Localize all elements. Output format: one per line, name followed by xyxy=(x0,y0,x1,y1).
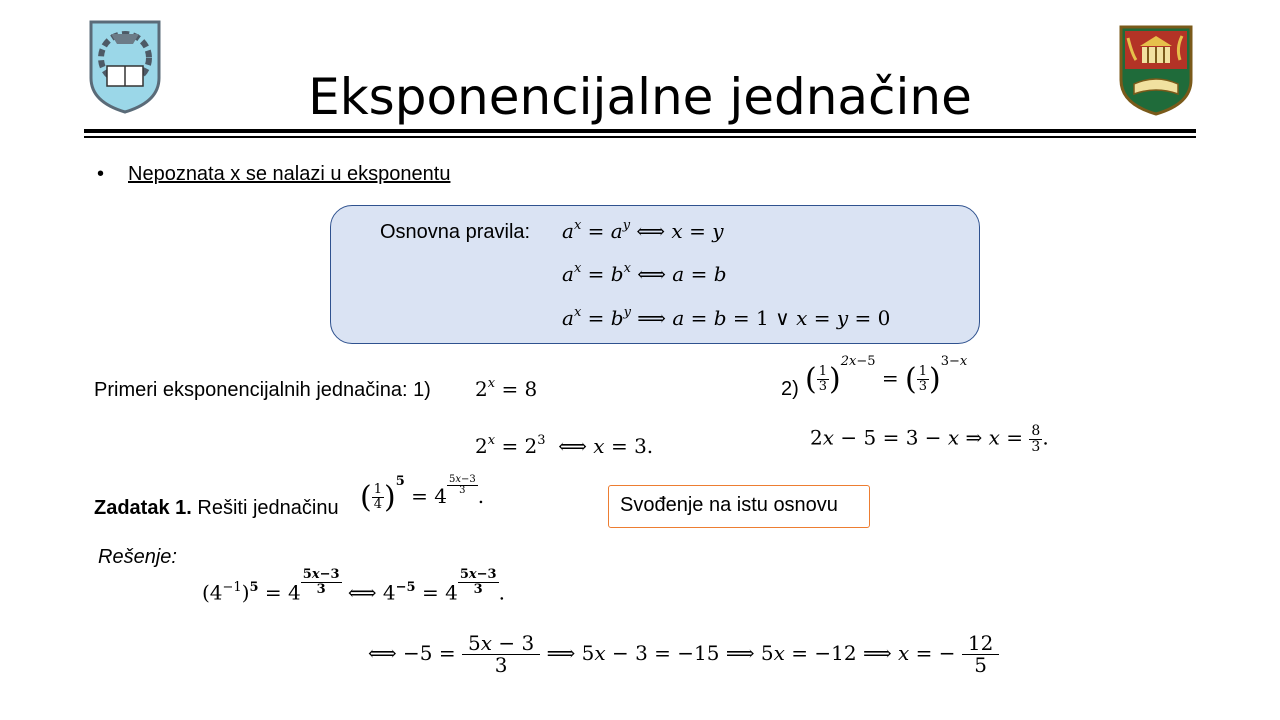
title-underline-thin xyxy=(84,136,1196,138)
solution-step-2: ⟺ −5 = $\frac{5x - 3}{3}$ ⟹ 5x − 3 = −15 ⟹ 5x = −12 ⟹ x = − $\frac{12}{5}$ xyxy=(368,633,999,676)
task-equation: ( $\frac{1}{4}$ )$^5$ = 4 $\frac{5x-3}{3}$ . xyxy=(360,473,485,515)
example-2-label: 2) xyxy=(781,378,799,400)
solution-label: Rešenje: xyxy=(98,546,177,568)
solution-step-1: $(4^{-1})^5 = 4$ $\frac{5x-3}{3}$ ⟺ $4^{-5} = 4$ $\frac{5x-3}{3}$ . xyxy=(202,567,505,605)
example-2-solution: 2x − 5 = 3 − x ⇒ x = $\frac{8}{3}$ . xyxy=(810,423,1049,455)
title-underline-thick xyxy=(84,129,1196,133)
example-1-solution: $2^x = 2^3$ ⟺ x = 3. xyxy=(475,433,654,458)
task-number: Zadatak 1. xyxy=(94,497,192,519)
slide-title: Eksponencijalne jednačine xyxy=(308,68,972,126)
rules-label: Osnovna pravila: xyxy=(380,221,531,243)
example-1-equation: 2$^x$ = 8 xyxy=(475,376,538,401)
examples-label: Primeri eksponencijalnih jednačina: 1) xyxy=(94,379,431,401)
bullet-text: Nepoznata x se nalazi u eksponentu xyxy=(128,163,451,185)
rule-equation-2: $a^x = b^x$ ⟺ a = b xyxy=(562,261,727,286)
rule-equation-3: $a^x = b^y$ ⟹ a = b = 1 ∨ x = y = 0 xyxy=(562,305,891,330)
task-text: Rešiti jednačinu xyxy=(197,497,339,519)
task-label xyxy=(94,497,339,520)
hint-box: Svođenje na istu osnovu xyxy=(608,485,870,528)
bullet-icon: • xyxy=(97,163,105,185)
example-2-equation: ( $\frac{1}{3}$ )$^{2x-5}$ = ( $\frac{1}{3}$ )$^{3-x}$ xyxy=(805,354,968,397)
rule-equation-1: $a^x = a^y$ ⟺ x = y xyxy=(562,218,724,243)
